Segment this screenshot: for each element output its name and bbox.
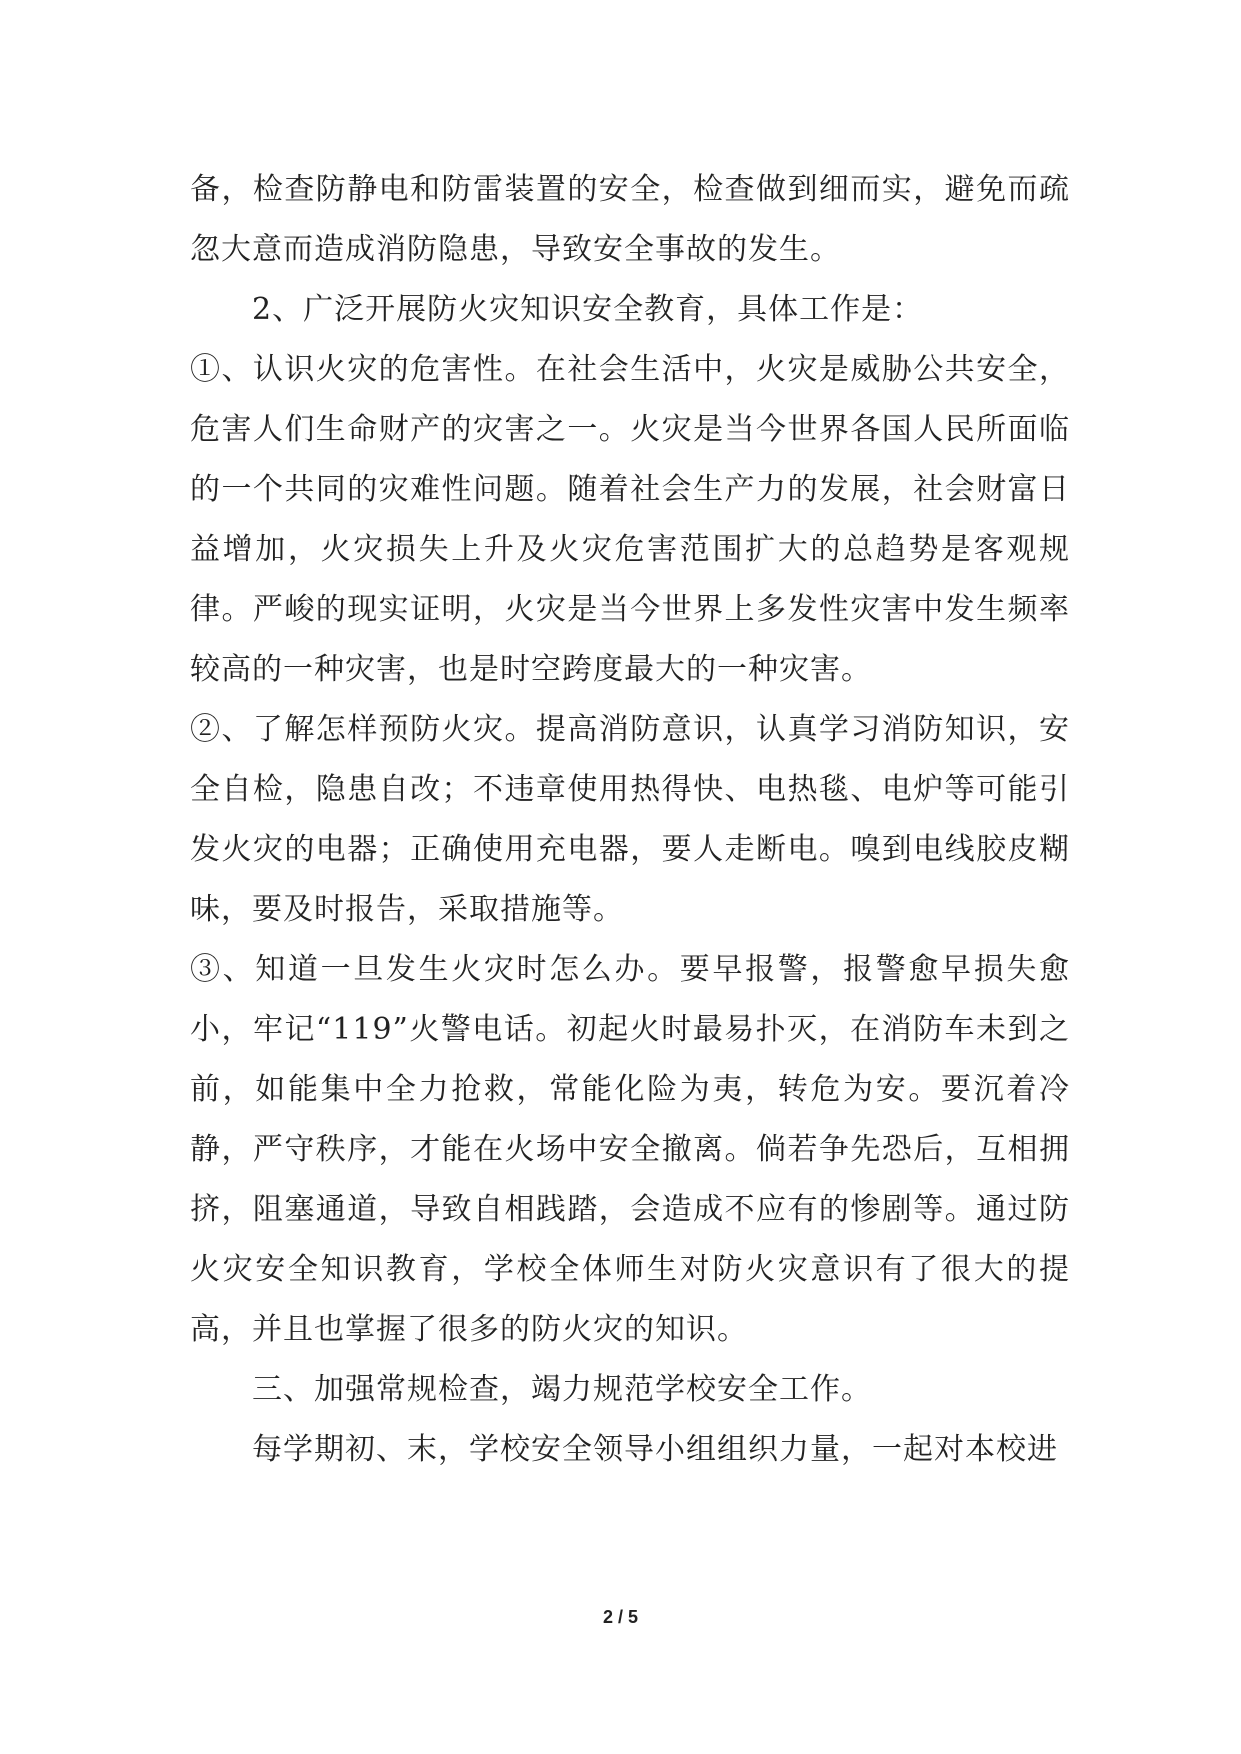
paragraph-7: 每学期初、末，学校安全领导小组组织力量，一起对本校进 (252, 1432, 1058, 1467)
document-body (190, 160, 1070, 1480)
paragraph-2: 2、广泛开展防火灾知识安全教育，具体工作是： (252, 292, 924, 327)
paragraph-1: 备，检查防静电和防雷装置的安全，检查做到细而实，避免而疏忽大意而造成消防隐患，导致安全事故的发生。 (190, 172, 1070, 267)
paragraph-3: ①、认识火灾的危害性。在社会生活中，火灾是威胁公共安全，危害人们生命财产的灾害之一。火灾是当今世界各国人民所面临的一个共同的灾难性问题。随着社会生产力的发展，社会财富日益增加，火灾损失上升及火灾危害范围扩大的总趋势是客观规律。严峻的现实证明，火灾是当今世界上多发性灾害中发生频率较高的一种灾害，也是时空跨度最大的一种灾害。 (190, 352, 1070, 687)
paragraph-6: 三、加强常规检查，竭力规范学校安全工作。 (252, 1372, 872, 1407)
paragraph-5: ③、知道一旦发生火灾时怎么办。要早报警，报警愈早损失愈小，牢记“119”火警电话。初起火时最易扑灭，在消防车未到之前，如能集中全力抢救，常能化险为夷，转危为安。要沉着冷静，严守秩序，才能在火场中安全撤离。倘若争先恐后，互相拥挤，阻塞通道，导致自相践踏，会造成不应有的惨剧等。通过防火灾安全知识教育，学校全体师生对防火灾意识有了很大的提高，并且也掌握了很多的防火灾的知识。 (190, 952, 1070, 1347)
page-number: 2 / 5 (602, 1607, 639, 1627)
paragraph-4: ②、了解怎样预防火灾。提高消防意识，认真学习消防知识，安全自检，隐患自改；不违章使用热得快、电热毯、电炉等可能引发火灾的电器；正确使用充电器，要人走断电。嗅到电线胶皮糊味，要及时报告，采取措施等。 (190, 712, 1070, 927)
